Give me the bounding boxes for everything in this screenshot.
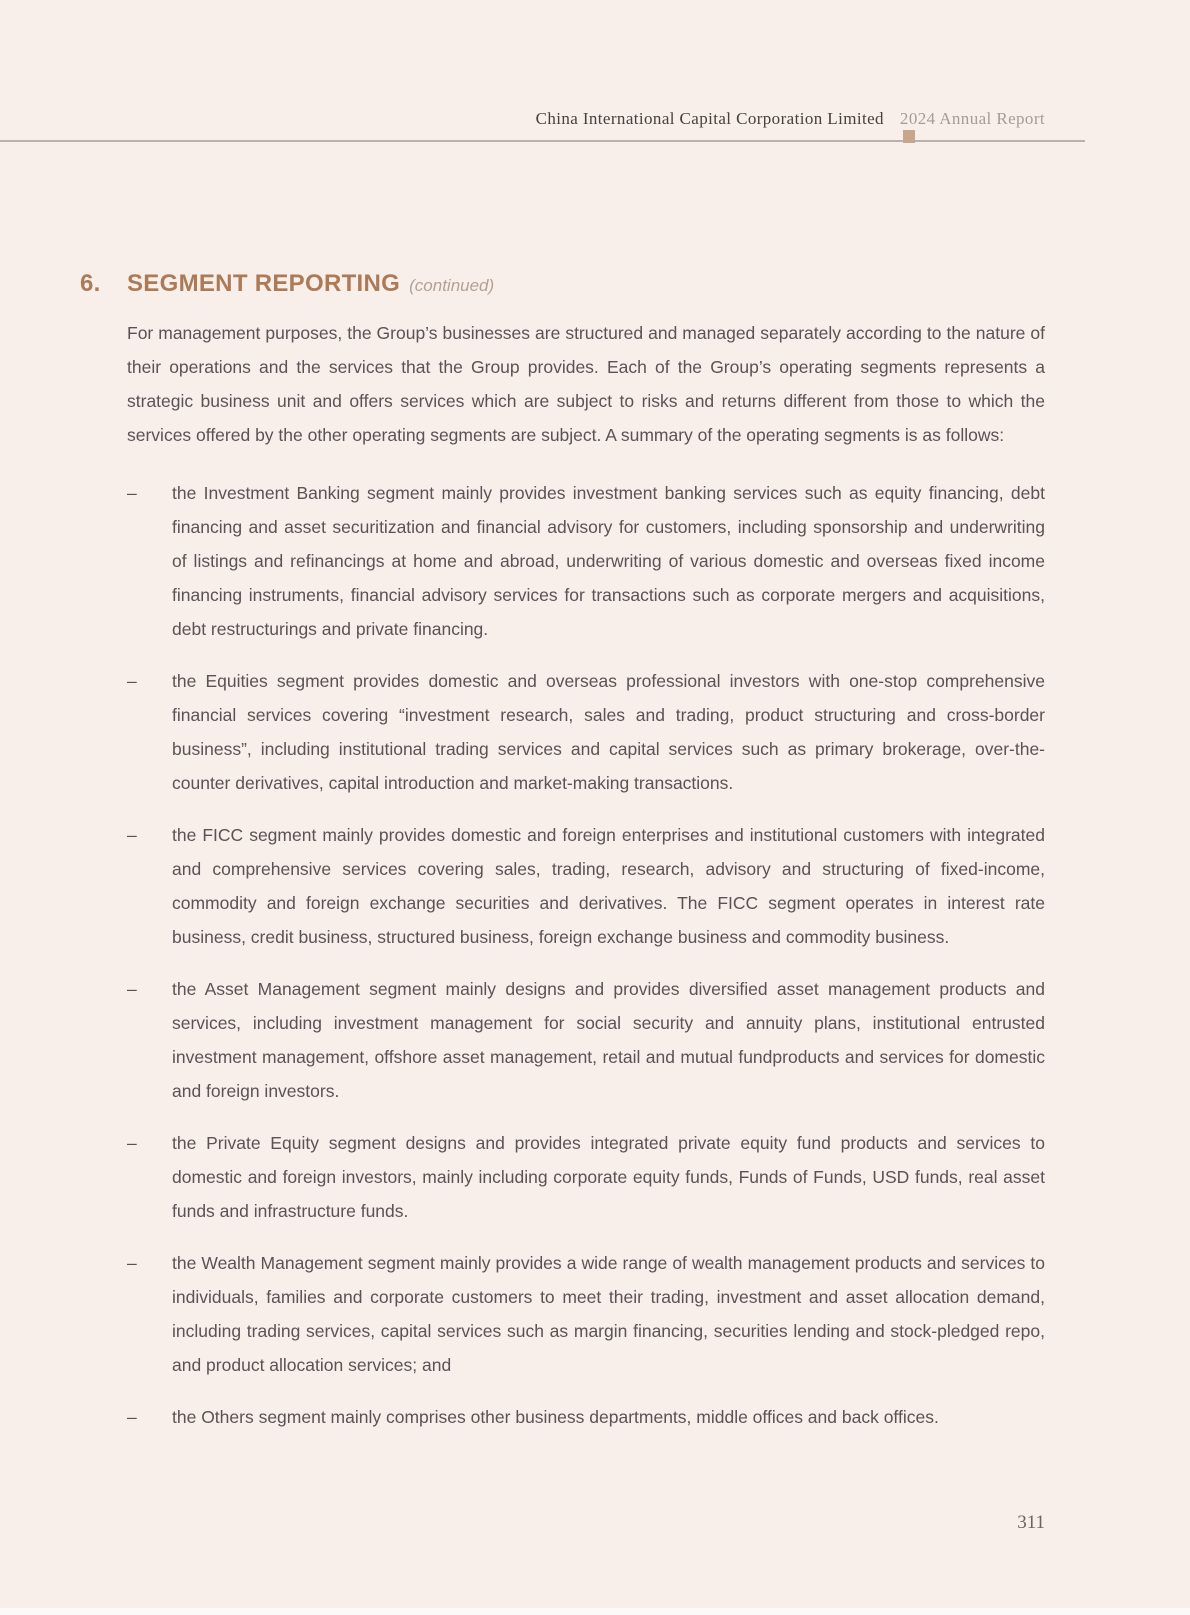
page-header — [536, 109, 1045, 129]
list-item — [127, 1246, 1045, 1382]
page-number: 311 — [1017, 1512, 1045, 1533]
list-item — [127, 972, 1045, 1108]
section-body — [127, 316, 1045, 1452]
bullet-dash: – — [127, 979, 137, 999]
list-item — [127, 1400, 1045, 1434]
segment-description-private-equity: the Private Equity segment designs and provides integrated private equity fund products and services to domestic and foreign investors, mainly including corporate equity funds, Funds of Funds, USD funds, real asset funds and infrastructure funds. — [172, 1133, 1045, 1221]
bullet-dash: – — [127, 671, 137, 691]
list-item — [127, 818, 1045, 954]
list-item — [127, 476, 1045, 646]
segment-description-asset-management: the Asset Management segment mainly designs and provides diversified asset management products and services, including investment management for social security and annuity plans, institutional entrusted investment management, offshore asset management, retail and mutual fundproducts and services for domestic and foreign investors. — [172, 979, 1045, 1101]
segment-description-investment-banking: the Investment Banking segment mainly provides investment banking services such as equity financing, debt financing and asset securitization and financial advisory for customers, including sponsorship and underwriting of listings and refinancings at home and abroad, underwriting of various domestic and overseas fixed income financing instruments, financial advisory services for transactions such as corporate mergers and acquisitions, debt restructurings and private financing. — [172, 483, 1045, 639]
bullet-dash: – — [127, 1253, 137, 1273]
section-heading — [80, 270, 1045, 298]
segment-description-equities: the Equities segment provides domestic and overseas professional investors with one-stop comprehensive financial services covering “investment research, sales and trading, product structuring and cross-border business”, including institutional trading services and capital services such as primary brokerage, over-the-counter derivatives, capital introduction and market-making transactions. — [172, 671, 1045, 793]
segment-description-wealth-management: the Wealth Management segment mainly provides a wide range of wealth management products and services to individuals, families and corporate customers to meet their trading, investment and asset allocation demand, including trading services, capital services such as margin financing, securities lending and stock-pledged repo, and product allocation services; and — [172, 1253, 1045, 1375]
intro-paragraph: For management purposes, the Group’s businesses are structured and managed separately according to the nature of their operations and the services that the Group provides. Each of the Group’s operating segments represents a strategic business unit and offers services which are subject to risks and returns different from those to which the services offered by the other operating segments are subject. A summary of the operating segments is as follows: — [127, 323, 1045, 445]
company-name: China International Capital Corporation Limited — [535, 109, 884, 128]
segment-description-ficc: the FICC segment mainly provides domestic and foreign enterprises and institutional customers with integrated and comprehensive services covering sales, trading, research, advisory and structuring of fixed-income, commodity and foreign exchange securities and derivatives. The FICC segment operates in interest rate business, credit business, structured business, foreign exchange business and commodity business. — [172, 825, 1045, 947]
bullet-dash: – — [127, 483, 137, 503]
header-divider — [0, 140, 1085, 142]
bullet-dash: – — [127, 825, 137, 845]
report-title: 2024 Annual Report — [899, 109, 1045, 128]
segment-description-others: the Others segment mainly comprises other business departments, middle offices and back offices. — [172, 1407, 939, 1427]
bottom-edge-strip — [0, 1608, 1190, 1615]
list-item — [127, 1126, 1045, 1228]
bullet-dash: – — [127, 1407, 137, 1427]
list-item — [127, 664, 1045, 800]
bullet-dash: – — [127, 1133, 137, 1153]
section-number: 6. — [80, 270, 101, 297]
divider-square-ornament — [903, 130, 915, 143]
section-title: SEGMENT REPORTING — [127, 270, 401, 297]
section-continued-label: (continued) — [409, 276, 495, 295]
